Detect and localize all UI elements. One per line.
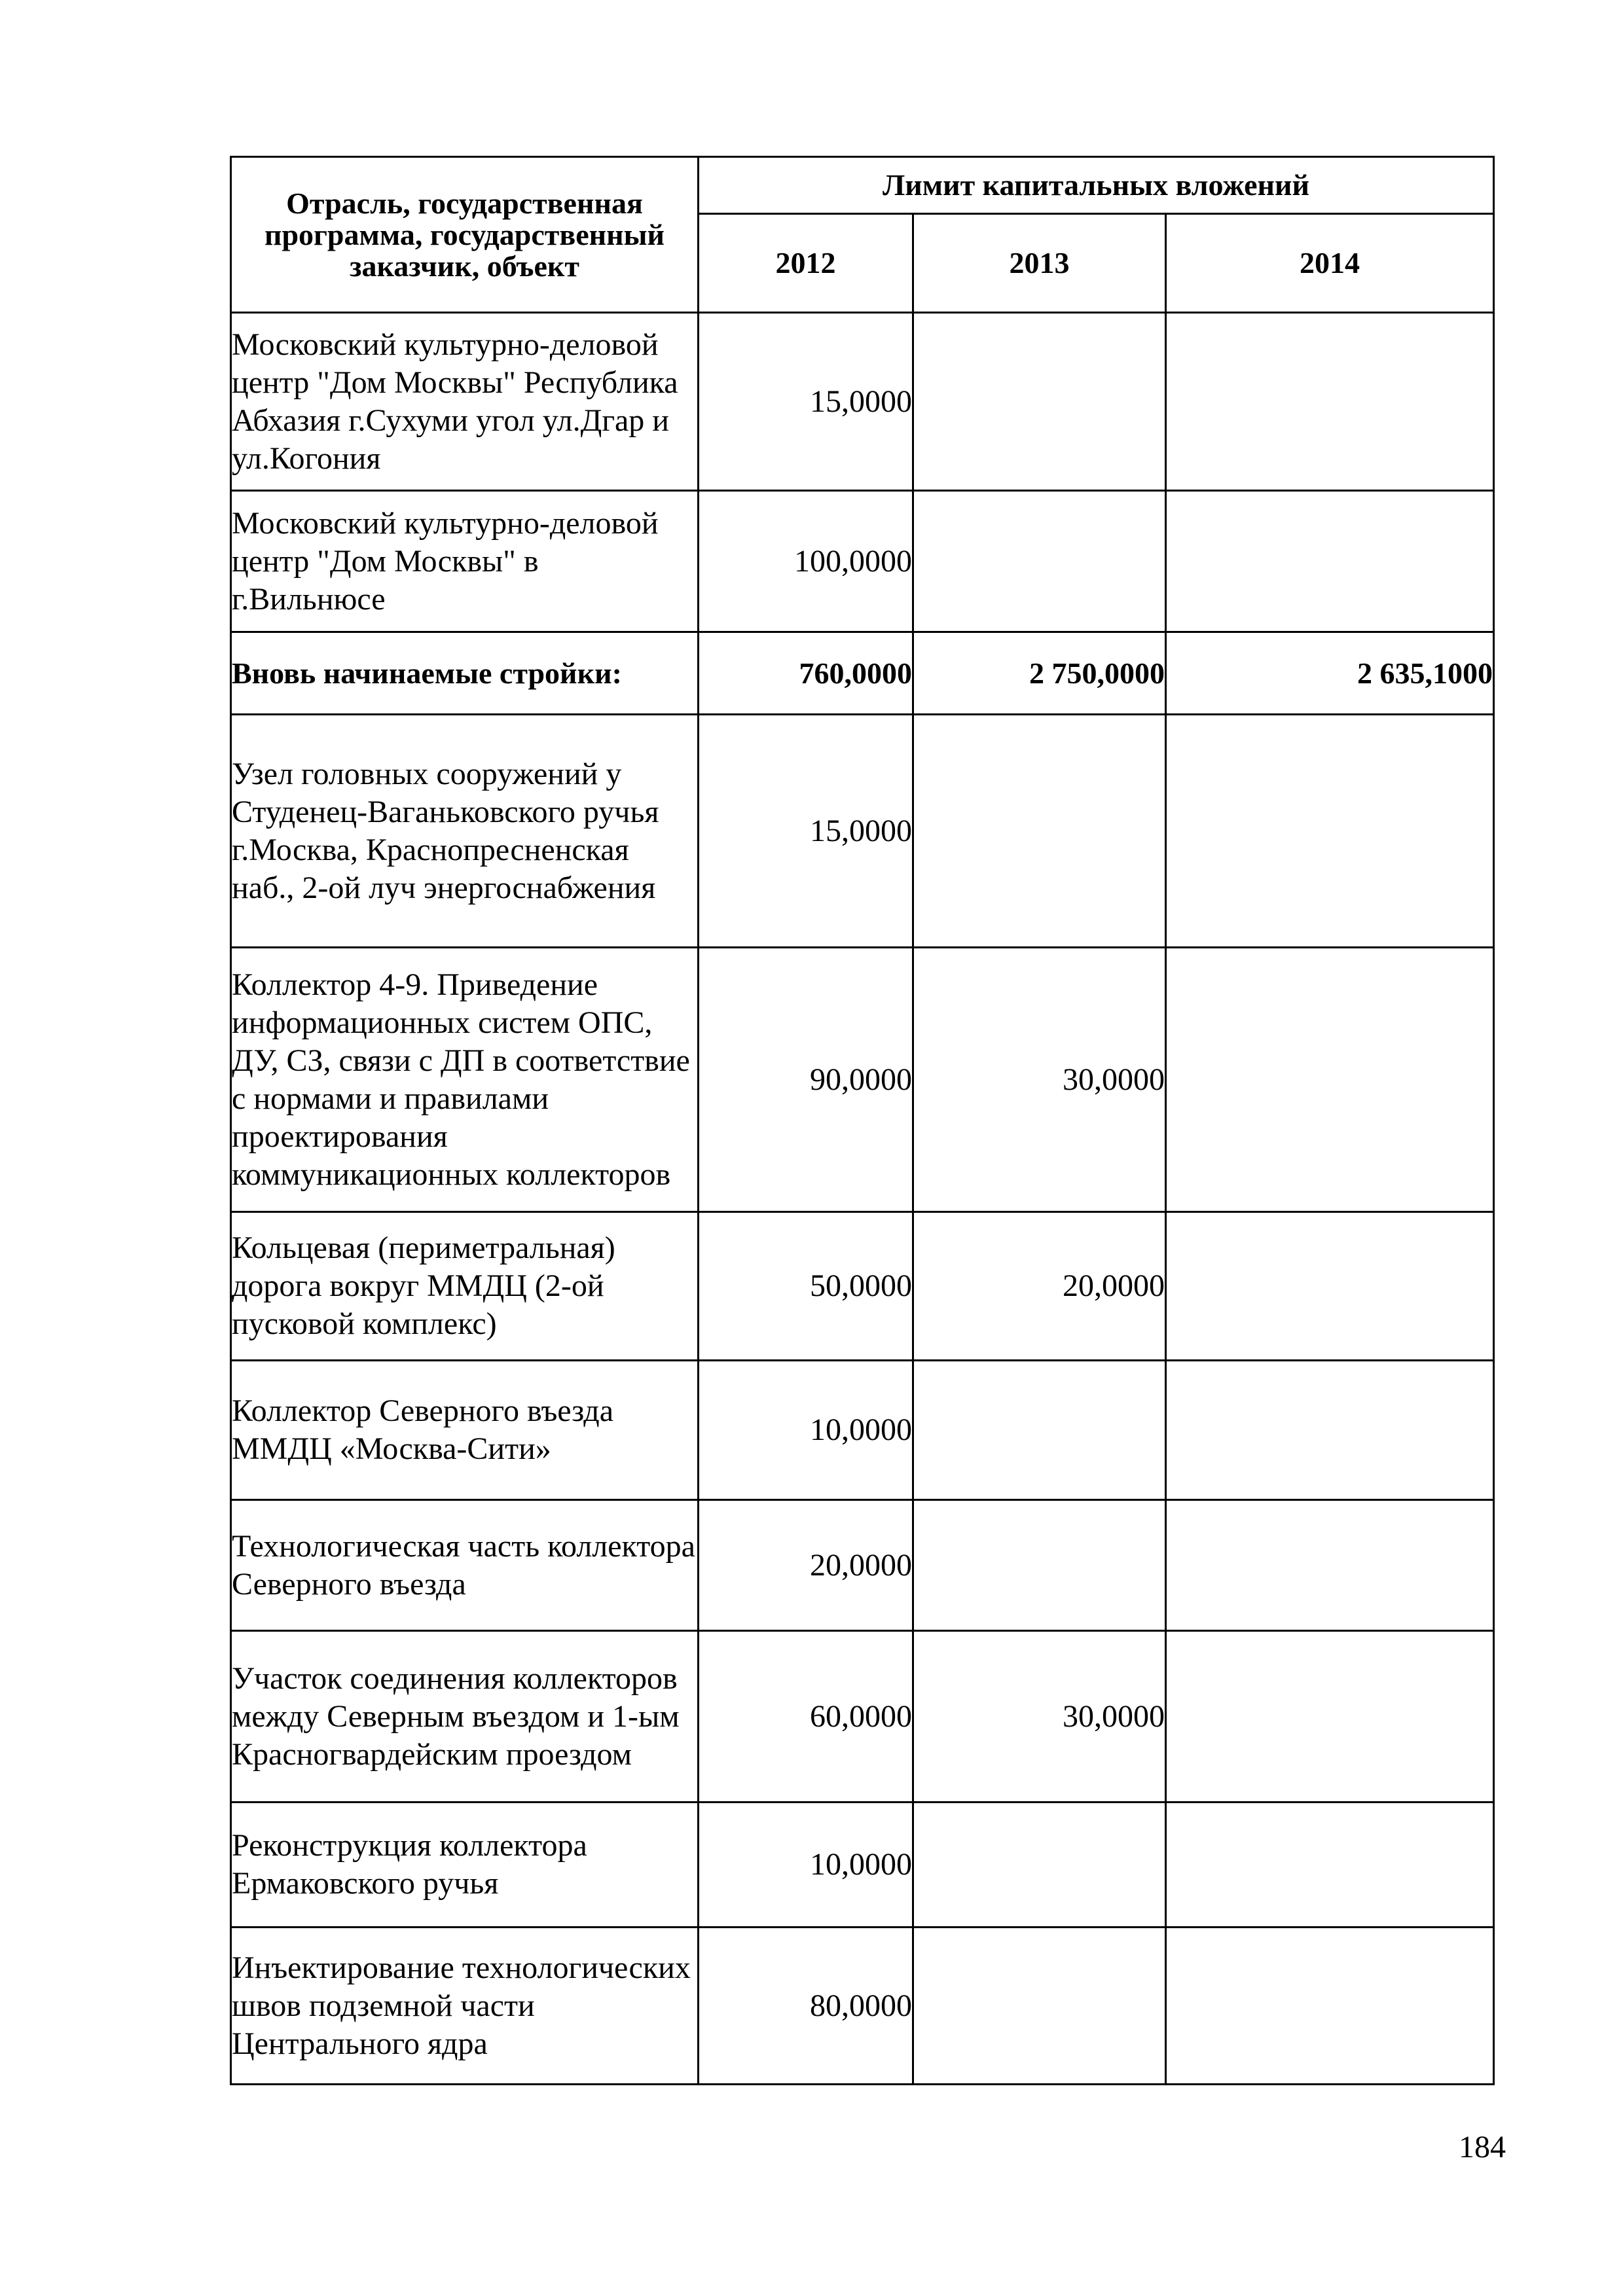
object-name-cell: Коллектор Северного въезда ММДЦ «Москва-Сити» [231,1361,699,1500]
value-2013-cell [913,1361,1166,1500]
object-name-cell: Реконструкция коллектора Ермаковского ручья [231,1803,699,1928]
object-name-cell: Инъектирование технологических швов подземной части Центрального ядра [231,1928,699,2085]
object-name-cell: Узел головных сооружений у Студенец-Ваганьковского ручья г.Москва, Краснопресненская наб., 2-ой луч энергоснабжения [231,715,699,948]
object-name-cell: Кольцевая (периметральная) дорога вокруг ММДЦ (2-ой пусковой комплекс) [231,1212,699,1361]
value-2014-cell [1166,948,1494,1212]
table-row [231,948,1494,1212]
value-2013-cell [913,1928,1166,2085]
value-2012-cell: 10,0000 [699,1361,913,1500]
value-2014-cell [1166,491,1494,632]
header-year-2012: 2012 [699,214,913,313]
value-2012-cell: 50,0000 [699,1212,913,1361]
value-2014-cell [1166,1500,1494,1631]
value-2014-cell [1166,1212,1494,1361]
value-2013-cell: 20,0000 [913,1212,1166,1361]
value-2012-cell: 20,0000 [699,1500,913,1631]
value-2013-cell [913,715,1166,948]
table-row [231,1212,1494,1361]
value-2012-cell: 90,0000 [699,948,913,1212]
value-2013-cell [913,491,1166,632]
table-row [231,313,1494,491]
value-2013-cell [913,1803,1166,1928]
object-name-cell: Московский культурно-деловой центр "Дом Москвы" Республика Абхазия г.Сухуми угол ул.Дгар и ул.Когония [231,313,699,491]
table-header-row [231,157,1494,214]
value-2012-cell: 15,0000 [699,715,913,948]
header-name-column: Отрасль, государственная программа, государственный заказчик, объект [231,157,699,313]
value-2014-cell [1166,1803,1494,1928]
value-2013-cell: 30,0000 [913,948,1166,1212]
header-year-2014: 2014 [1166,214,1494,313]
value-2013-cell: 30,0000 [913,1631,1166,1803]
header-year-2013: 2013 [913,214,1166,313]
object-name-cell: Вновь начинаемые стройки: [231,632,699,715]
table-row [231,1631,1494,1803]
value-2014-cell [1166,1361,1494,1500]
header-investment-limit: Лимит капитальных вложений [699,157,1494,214]
value-2012-cell: 760,0000 [699,632,913,715]
object-name-cell: Московский культурно-деловой центр "Дом Москвы" в г.Вильнюсе [231,491,699,632]
value-2014-cell [1166,1928,1494,2085]
table-row [231,1361,1494,1500]
table-row [231,1500,1494,1631]
table-row [231,715,1494,948]
object-name-cell: Коллектор 4-9. Приведение информационных систем ОПС, ДУ, СЗ, связи с ДП в соответствие с нормами и правилами проектирования коммуникационных коллекторов [231,948,699,1212]
value-2014-cell [1166,313,1494,491]
table-row [231,1803,1494,1928]
table-row [231,491,1494,632]
table-row [231,1928,1494,2085]
value-2013-cell [913,313,1166,491]
value-2013-cell: 2 750,0000 [913,632,1166,715]
value-2012-cell: 10,0000 [699,1803,913,1928]
object-name-cell: Участок соединения коллекторов между Северным въездом и 1-ым Красногвардейским проездом [231,1631,699,1803]
page-number: 184 [1459,2130,1506,2164]
value-2012-cell: 15,0000 [699,313,913,491]
capital-investment-table [230,156,1495,2085]
object-name-cell: Технологическая часть коллектора Северного въезда [231,1500,699,1631]
value-2014-cell [1166,715,1494,948]
value-2012-cell: 80,0000 [699,1928,913,2085]
value-2014-cell: 2 635,1000 [1166,632,1494,715]
value-2013-cell [913,1500,1166,1631]
value-2012-cell: 100,0000 [699,491,913,632]
value-2014-cell [1166,1631,1494,1803]
table-row-subtotal [231,632,1494,715]
value-2012-cell: 60,0000 [699,1631,913,1803]
